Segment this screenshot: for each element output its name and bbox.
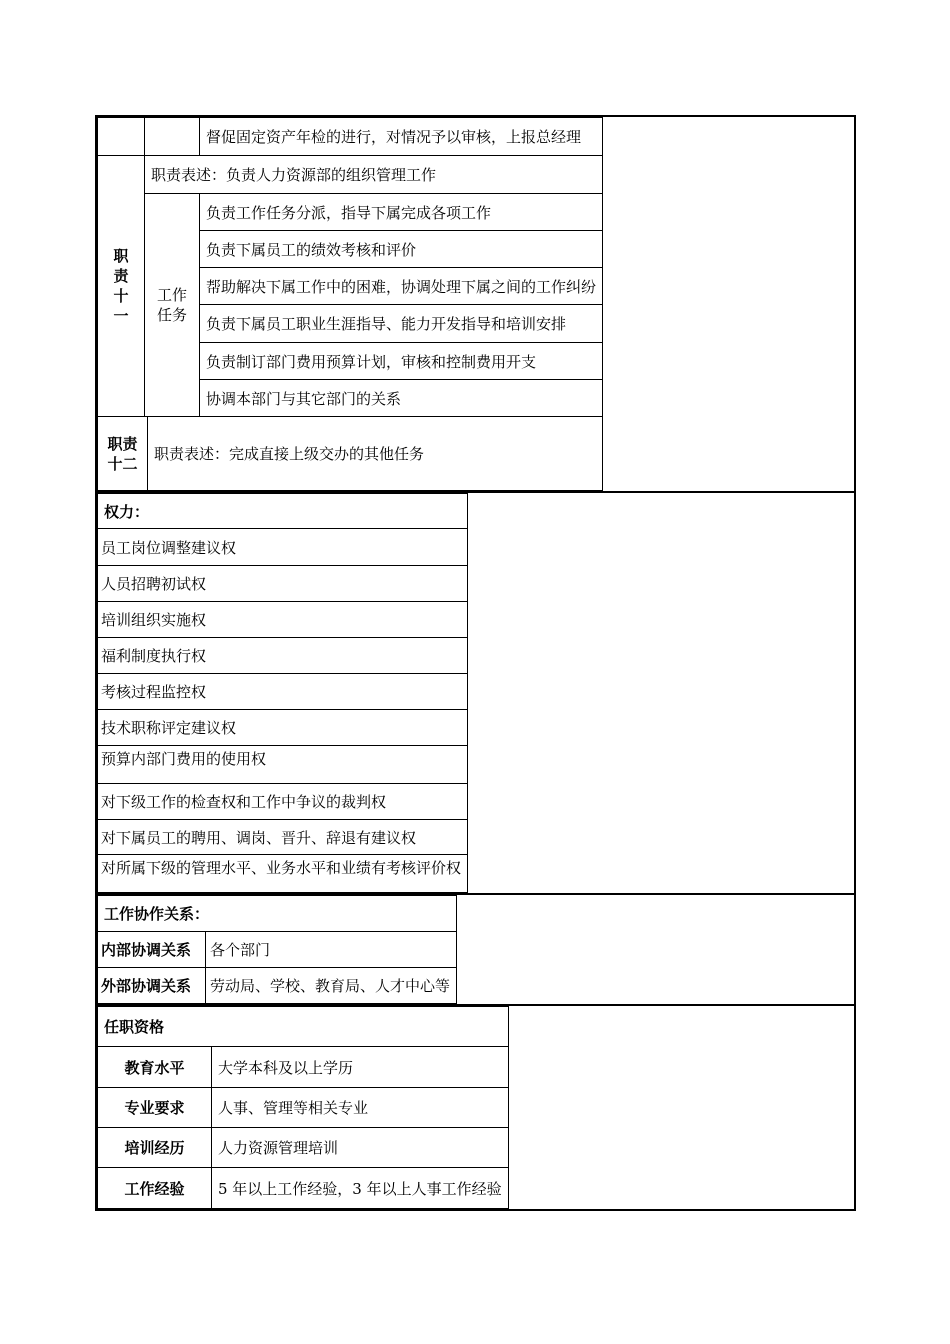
internal-coordination-value: 各个部门 <box>206 932 457 968</box>
external-coordination-label: 外部协调关系 <box>98 968 206 1004</box>
authority-item: 对下属员工的聘用、调岗、晋升、辞退有建议权 <box>98 820 468 855</box>
authority-item: 福利制度执行权 <box>98 638 468 674</box>
table-row <box>98 494 468 529</box>
table-row <box>98 968 457 1004</box>
training-label: 培训经历 <box>98 1128 212 1168</box>
table-row <box>98 855 468 893</box>
duty-task-text: 督促固定资产年检的进行，对情况予以审核，上报总经理 <box>200 118 603 156</box>
experience-value: 5 年以上工作经验，3 年以上人事工作经验 <box>212 1168 509 1209</box>
cooperation-table <box>95 895 856 1006</box>
job-description-document <box>95 115 856 1211</box>
authority-item: 人员招聘初试权 <box>98 566 468 602</box>
duty-12-label: 职责 十二 <box>98 417 148 491</box>
authority-item: 员工岗位调整建议权 <box>98 529 468 566</box>
authority-item: 考核过程监控权 <box>98 674 468 710</box>
task-item: 负责下属员工的绩效考核和评价 <box>200 231 603 268</box>
external-coordination-value: 劳动局、学校、教育局、人才中心等 <box>206 968 457 1004</box>
cooperation-heading: 工作协作关系： <box>98 896 457 932</box>
table-row <box>98 1047 509 1088</box>
table-row <box>98 566 468 602</box>
table-row <box>98 529 468 566</box>
experience-label: 工作经验 <box>98 1168 212 1209</box>
major-value: 人事、管理等相关专业 <box>212 1088 509 1128</box>
authority-item: 对下级工作的检查权和工作中争议的裁判权 <box>98 784 468 820</box>
duty-11-label: 职 责 十 一 <box>98 156 145 417</box>
empty-cell <box>145 118 200 156</box>
task-item: 协调本部门与其它部门的关系 <box>200 380 603 417</box>
major-label: 专业要求 <box>98 1088 212 1128</box>
table-row <box>98 194 603 231</box>
education-value: 大学本科及以上学历 <box>212 1047 509 1088</box>
task-label: 工作 任务 <box>145 194 200 417</box>
authority-heading: 权力： <box>98 494 468 529</box>
authority-table <box>95 493 856 895</box>
table-row <box>98 820 468 855</box>
table-row <box>98 156 603 194</box>
qualifications-table <box>95 1006 856 1211</box>
empty-cell <box>98 118 145 156</box>
duties-table <box>95 115 856 493</box>
task-item: 帮助解决下属工作中的困难，协调处理下属之间的工作纠纷 <box>200 268 603 305</box>
authority-item: 技术职称评定建议权 <box>98 710 468 746</box>
training-value: 人力资源管理培训 <box>212 1128 509 1168</box>
table-row <box>98 746 468 784</box>
table-row <box>98 602 468 638</box>
table-row <box>98 674 468 710</box>
table-row <box>98 1168 509 1209</box>
task-item: 负责制订部门费用预算计划，审核和控制费用开支 <box>200 343 603 380</box>
table-row <box>98 784 468 820</box>
duty-12-description: 职责表述：完成直接上级交办的其他任务 <box>148 417 603 491</box>
table-row <box>98 1007 509 1047</box>
table-row <box>98 417 603 491</box>
table-row <box>98 1088 509 1128</box>
authority-item: 预算内部门费用的使用权 <box>98 746 468 784</box>
qualifications-heading: 任职资格 <box>98 1007 509 1047</box>
table-row <box>98 118 603 156</box>
internal-coordination-label: 内部协调关系 <box>98 932 206 968</box>
table-row <box>98 896 457 932</box>
task-item: 负责下属员工职业生涯指导、能力开发指导和培训安排 <box>200 305 603 343</box>
authority-item: 培训组织实施权 <box>98 602 468 638</box>
authority-item: 对所属下级的管理水平、业务水平和业绩有考核评价权 <box>98 855 468 893</box>
education-label: 教育水平 <box>98 1047 212 1088</box>
table-row <box>98 932 457 968</box>
table-row <box>98 638 468 674</box>
task-item: 负责工作任务分派，指导下属完成各项工作 <box>200 194 603 231</box>
table-row <box>98 710 468 746</box>
table-row <box>98 1128 509 1168</box>
duty-11-description: 职责表述：负责人力资源部的组织管理工作 <box>145 156 603 194</box>
